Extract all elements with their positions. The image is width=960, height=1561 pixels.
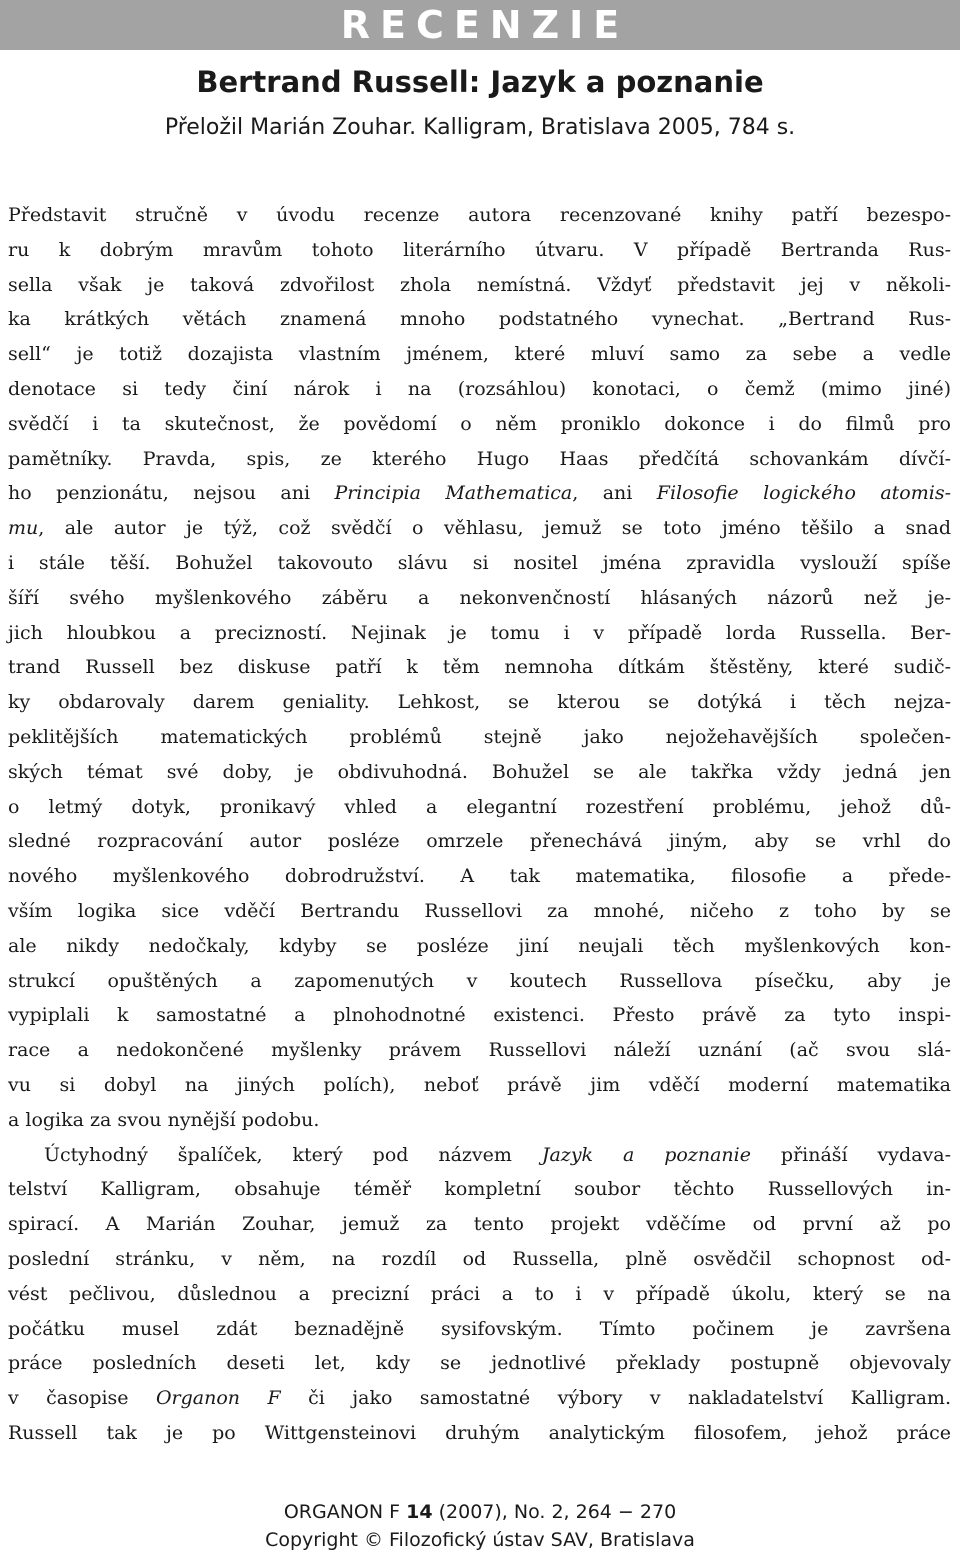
text-line: sell“ je totiž dozajista vlastním jménem, které mluví samo za sebe a vedle bbox=[8, 343, 951, 366]
book-title-italic: Filosofie logického atomis- bbox=[656, 482, 951, 505]
text-line: svědčí i ta skutečnost, že povědomí o něm proniklo dokonce i do filmů pro bbox=[8, 412, 951, 435]
text-span: ho penzionátu, nejsou ani bbox=[8, 482, 335, 505]
text-line: jich hloubkou a precizností. Nejinak je tomu i v případě lorda Russella. Ber- bbox=[8, 621, 951, 644]
text-line bbox=[8, 476, 951, 511]
text-line bbox=[8, 1138, 951, 1173]
text-span: , ale autor je týž, což svědčí o věhlasu, jemuž se toto jméno těšilo a snad bbox=[38, 517, 951, 540]
text-line: i stále těší. Bohužel takovouto slávu si nositel jména zpravidla vyslouží spíše bbox=[8, 551, 951, 574]
copyright-line: Copyright © Filozofický ústav SAV, Bratislava bbox=[265, 1529, 695, 1551]
text-line: a logika za svou nynější podobu. bbox=[8, 1108, 320, 1131]
text-span: či jako samostatné výbory v nakladatelství Kalligram. bbox=[280, 1387, 951, 1410]
text-line: počátku musel zdát beznadějně sysifovským. Tímto počinem je završena bbox=[8, 1317, 951, 1340]
review-subtitle: Přeložil Marián Zouhar. Kalligram, Bratislava 2005, 784 s. bbox=[164, 115, 796, 140]
text-span: v časopise bbox=[8, 1387, 156, 1410]
section-label: RECENZIE bbox=[340, 3, 630, 47]
review-body bbox=[8, 198, 951, 1451]
text-line: o letmý dotyk, pronikavý vhled a elegantní rozestření problému, jehož dů- bbox=[8, 795, 951, 818]
text-line: strukcí opuštěných a zapomenutých v koutech Russellova písečku, aby je bbox=[8, 969, 951, 992]
section-banner bbox=[0, 0, 960, 50]
text-line: ale nikdy nedočkaly, kdyby se posléze jiní neujali těch myšlenkových kon- bbox=[8, 934, 951, 957]
text-line: pamětníky. Pravda, spis, ze kterého Hugo Haas předčítá schovankám dívčí- bbox=[8, 447, 951, 470]
text-line: vším logika sice vděčí Bertrandu Russellovi za mnohé, ničeho z toho by se bbox=[8, 899, 951, 922]
review-title: Bertrand Russell: Jazyk a poznanie bbox=[196, 65, 764, 99]
journal-issue: (2007), No. 2, 264 − 270 bbox=[432, 1501, 677, 1523]
text-line: Představit stručně v úvodu recenze autora recenzované knihy patří bezespo- bbox=[8, 204, 951, 226]
text-line: poslední stránku, v něm, na rozdíl od Russella, plně osvědčil schopnost od- bbox=[8, 1247, 951, 1270]
text-line: peklitějších matematických problémů stejně jako nejožehavějších společen- bbox=[8, 725, 951, 748]
book-title-italic: Jazyk a poznanie bbox=[541, 1143, 751, 1166]
text-line: šíří svého myšlenkového záběru a nekonvenčností hlásaných názorů než je- bbox=[8, 586, 951, 609]
text-line: vést pečlivou, důslednou a precizní práci a to i v případě úkolu, který se na bbox=[8, 1282, 951, 1305]
text-line: telství Kalligram, obsahuje téměř kompletní soubor těchto Russellových in- bbox=[8, 1178, 951, 1201]
text-line bbox=[8, 511, 951, 546]
text-line: vu si dobyl na jiných polích), neboť právě jim vděčí moderní matematika bbox=[8, 1073, 951, 1096]
text-line: Russell tak je po Wittgensteinovi druhým analytickým filosofem, jehož práce bbox=[8, 1421, 951, 1444]
text-line: ru k dobrým mravům tohoto literárního útvaru. V případě Bertranda Rus- bbox=[8, 238, 951, 261]
text-line: sella však je taková zdvořilost zhola nemístná. Vždyť představit jej v několi- bbox=[8, 273, 951, 296]
journal-title-italic: Organon F bbox=[155, 1387, 281, 1410]
text-line: denotace si tedy činí nárok i na (rozsáhlou) konotaci, o čemž (mimo jiné) bbox=[8, 377, 951, 400]
text-span: přináší vydava- bbox=[750, 1143, 951, 1166]
book-title-italic: Principia Mathematica bbox=[334, 482, 573, 505]
text-span: , ani bbox=[572, 482, 657, 505]
text-line: trand Russell bez diskuse patří k těm nemnoha dítkám štěstěny, které sudič- bbox=[8, 656, 951, 679]
journal-volume: 14 bbox=[406, 1501, 433, 1523]
text-line bbox=[8, 1381, 951, 1416]
journal-citation bbox=[0, 1498, 960, 1526]
page-footer bbox=[0, 1498, 960, 1554]
text-span: Úctyhodný špalíček, který pod názvem bbox=[44, 1143, 542, 1166]
text-line: race a nedokončené myšlenky právem Russellovi náleží uznání (ač svou slá- bbox=[8, 1039, 951, 1062]
text-line: sledné rozpracování autor posléze omrzele přenechává jiným, aby se vrhl do bbox=[8, 830, 951, 853]
text-line: vypiplali k samostatné a plnohodnotné existenci. Přesto právě za tyto inspi- bbox=[8, 1004, 951, 1027]
book-title-italic: mu bbox=[8, 517, 39, 540]
text-line: ských témat své doby, je obdivuhodná. Bohužel se ale takřka vždy jedná jen bbox=[8, 760, 951, 783]
text-line: ka krátkých větách znamená mnoho podstatného vynechat. „Bertrand Rus- bbox=[8, 308, 951, 331]
text-line: spirací. A Marián Zouhar, jemuž za tento projekt vděčíme od první až po bbox=[8, 1213, 951, 1236]
text-line: ky obdarovaly darem geniality. Lehkost, se kterou se dotýká i těch nejza- bbox=[8, 691, 951, 714]
text-line: práce posledních deseti let, kdy se jednotlivé překlady postupně objevovaly bbox=[8, 1352, 951, 1375]
text-line: nového myšlenkového dobrodružství. A tak matematika, filosofie a přede- bbox=[8, 865, 951, 888]
journal-name: ORGANON F bbox=[283, 1501, 407, 1523]
